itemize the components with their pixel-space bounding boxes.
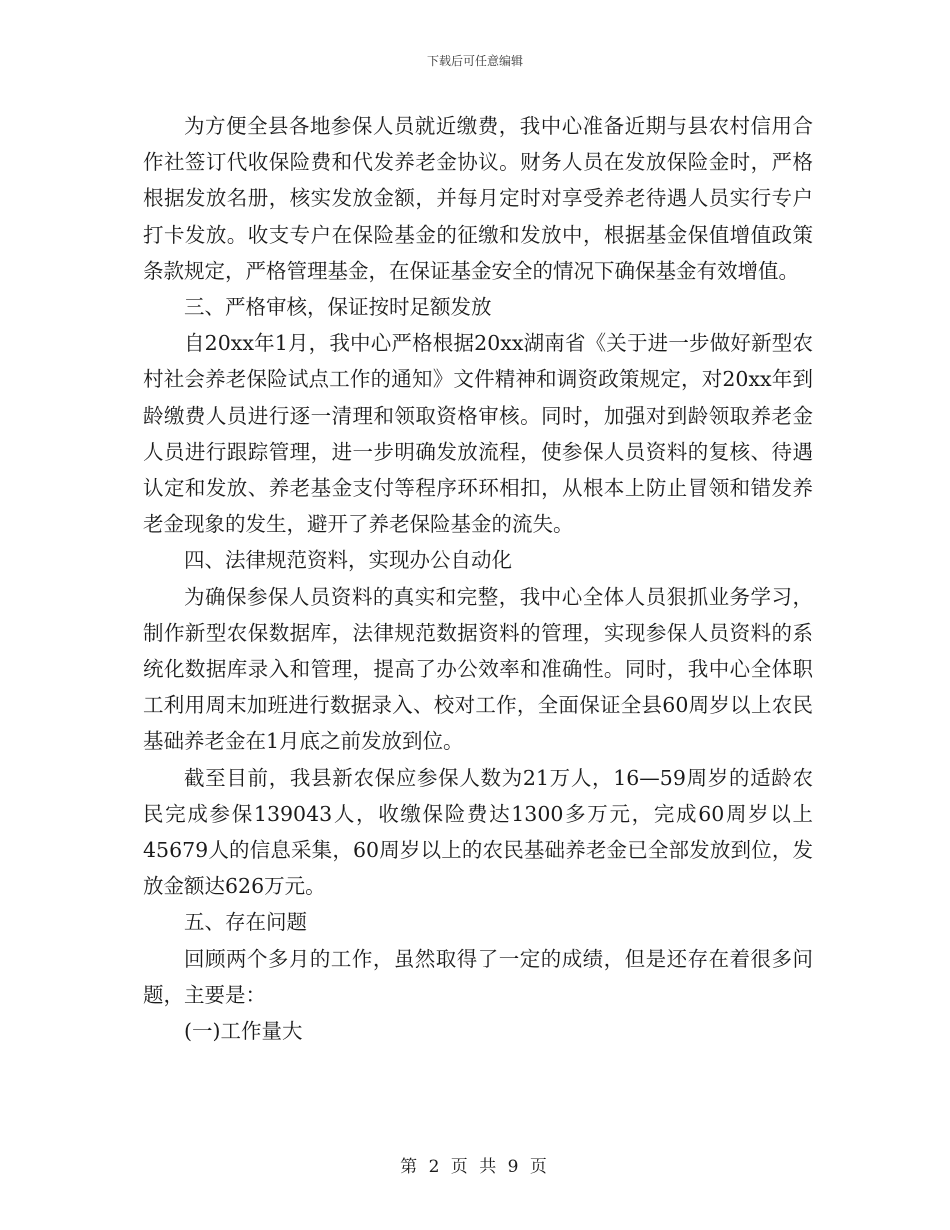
paragraph-review-problems: 回顾两个多月的工作，虽然取得了一定的成绩，但是还存在着很多问题，主要是： bbox=[143, 946, 813, 1007]
paragraph-statistics: 截至目前，我县新农保应参保人数为21万人，16—59周岁的适龄农民完成参保139043人，收缴保险费达1300多万元，完成60周岁以上45679人的信息采集，60周岁以上的农民基础养老金已全部发放到位，发放金额达626万元。 bbox=[143, 765, 813, 899]
paragraph-review: 自20xx年1月，我中心严格根据20xx湖南省《关于进一步做好新型农村社会养老保险试点工作的通知》文件精神和调资政策规定，对20xx年到龄缴费人员进行逐一清理和领取资格审核。同时，加强对到龄领取养老金人员进行跟踪管理，进一步明确发放流程，使参保人员资料的复核、待遇认定和发放、养老基金支付等程序环环相扣，从根本上防止冒领和错发养老金现象的发生，避开了养老保险基金的流失。 bbox=[143, 331, 813, 537]
section-heading-5: 五、存在问题 bbox=[184, 910, 307, 935]
page-header: 下载后可任意编辑 bbox=[426, 54, 523, 68]
section-heading-4: 四、法律规范资料，实现办公自动化 bbox=[184, 548, 512, 573]
section-heading-3: 三、严格审核，保证按时足额发放 bbox=[184, 295, 492, 320]
page-number: 第 2 页 共 9 页 bbox=[400, 1157, 550, 1177]
paragraph-payment-agreement: 为方便全县各地参保人员就近缴费，我中心准备近期与县农村信用合作社签订代收保险费和代发养老金协议。财务人员在发放保险金时，严格根据发放名册，核实发放金额，并每月定时对享受养老待遇人员实行专户打卡发放。收支专户在保险基金的征缴和发放中，根据基金保值增值政策条款规定，严格管理基金，在保证基金安全的情况下确保基金有效增值。 bbox=[143, 114, 813, 283]
subheading-workload: (一)工作量大 bbox=[184, 1019, 303, 1044]
document-body bbox=[143, 108, 813, 1049]
paragraph-data-management: 为确保参保人员资料的真实和完整，我中心全体人员狠抓业务学习，制作新型农保数据库，法律规范数据资料的管理，实现参保人员资料的系统化数据库录入和管理，提高了办公效率和准确性。同时，我中心全体职工利用周末加班进行数据录入、校对工作，全面保证全县60周岁以上农民基础养老金在1月底之前发放到位。 bbox=[143, 584, 813, 754]
